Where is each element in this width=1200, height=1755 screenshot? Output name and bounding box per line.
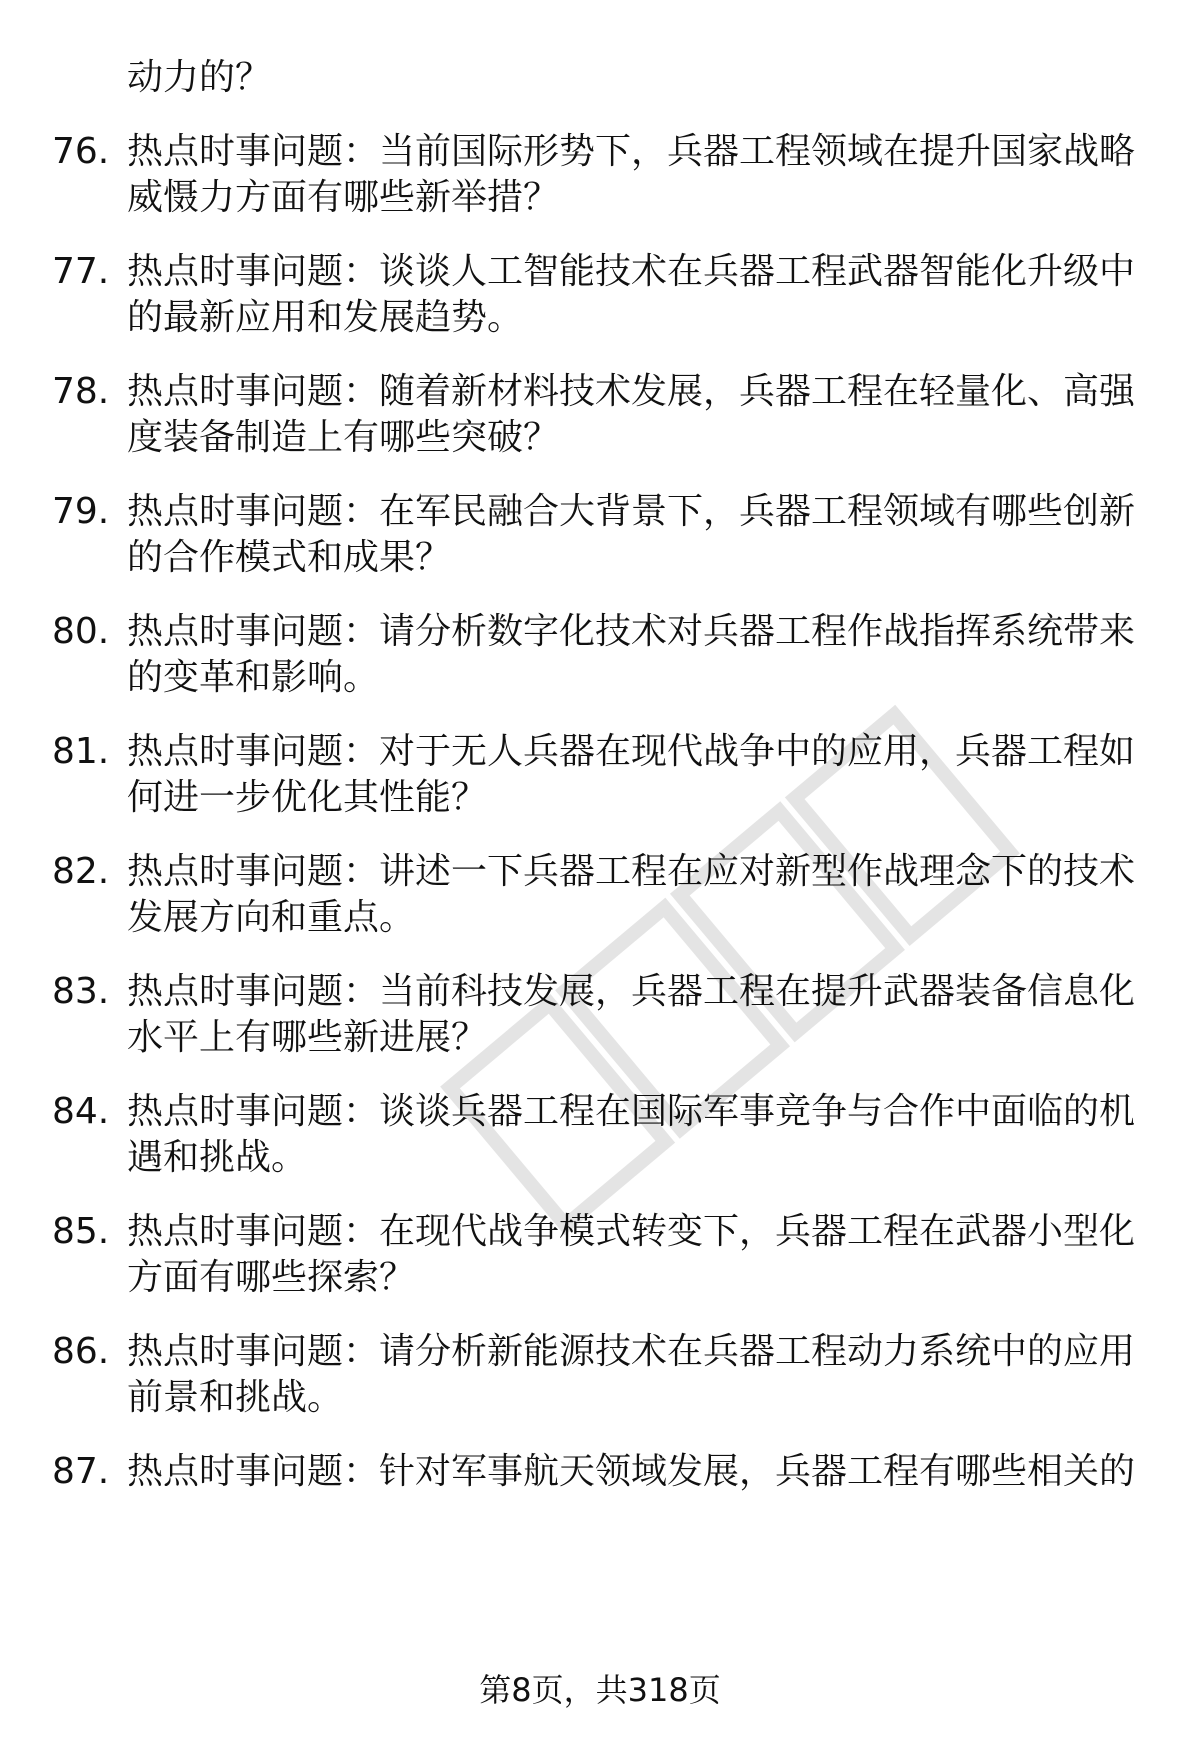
question-text-line1: 热点时事问题：当前国际形势下，兵器工程领域在提升国家战略: [127, 131, 1136, 172]
question-text-line1: 热点时事问题：对于无人兵器在现代战争中的应用，兵器工程如: [127, 731, 1136, 772]
page-footer: 第8页，共318页: [479, 1671, 721, 1709]
continuation-line: 动力的？: [127, 57, 272, 98]
question-number: 76.: [52, 131, 110, 172]
question-text-line1: 热点时事问题：在军民融合大背景下，兵器工程领域有哪些创新: [127, 491, 1136, 532]
question-number: 80.: [52, 611, 110, 652]
question-number: 78.: [52, 371, 110, 412]
question-text-line2: 的变革和影响。: [127, 657, 380, 698]
question-text-line2: 威慑力方面有哪些新举措？: [127, 177, 560, 218]
question-number: 83.: [52, 971, 110, 1012]
question-text-line1: 热点时事问题：随着新材料技术发展，兵器工程在轻量化、高强: [127, 371, 1136, 412]
question-number: 84.: [52, 1091, 110, 1132]
question-number: 85.: [52, 1211, 110, 1252]
question-text-line1: 热点时事问题：在现代战争模式转变下，兵器工程在武器小型化: [127, 1211, 1136, 1252]
question-text-line2: 何进一步优化其性能？: [127, 777, 488, 818]
question-text-line1: 热点时事问题：请分析数字化技术对兵器工程作战指挥系统带来: [127, 611, 1136, 652]
question-number: 81.: [52, 731, 110, 772]
question-number: 86.: [52, 1331, 110, 1372]
question-number: 87.: [52, 1451, 110, 1492]
question-text-line2: 遇和挑战。: [127, 1137, 308, 1178]
question-text-line2: 的最新应用和发展趋势。: [127, 297, 524, 338]
question-text-line1: 热点时事问题：谈谈人工智能技术在兵器工程武器智能化升级中: [127, 251, 1136, 292]
question-text-line1: 热点时事问题：谈谈兵器工程在国际军事竞争与合作中面临的机: [127, 1091, 1136, 1132]
question-text-line1: 热点时事问题：当前科技发展，兵器工程在提升武器装备信息化: [127, 971, 1136, 1012]
question-text-line1: 热点时事问题：请分析新能源技术在兵器工程动力系统中的应用: [127, 1331, 1136, 1372]
question-text-line1: 热点时事问题：讲述一下兵器工程在应对新型作战理念下的技术: [127, 851, 1136, 892]
question-text-line2: 方面有哪些探索？: [127, 1257, 416, 1298]
question-text-line2: 水平上有哪些新进展？: [127, 1017, 488, 1058]
question-number: 82.: [52, 851, 110, 892]
question-number: 77.: [52, 251, 110, 292]
question-text-line2: 的合作模式和成果？: [127, 537, 452, 578]
question-text-line2: 发展方向和重点。: [127, 897, 416, 938]
question-number: 79.: [52, 491, 110, 532]
question-text-line2: 前景和挑战。: [127, 1377, 344, 1418]
question-text-line1: 热点时事问题：针对军事航天领域发展，兵器工程有哪些相关的: [127, 1451, 1136, 1492]
question-text-line2: 度装备制造上有哪些突破？: [127, 417, 560, 458]
